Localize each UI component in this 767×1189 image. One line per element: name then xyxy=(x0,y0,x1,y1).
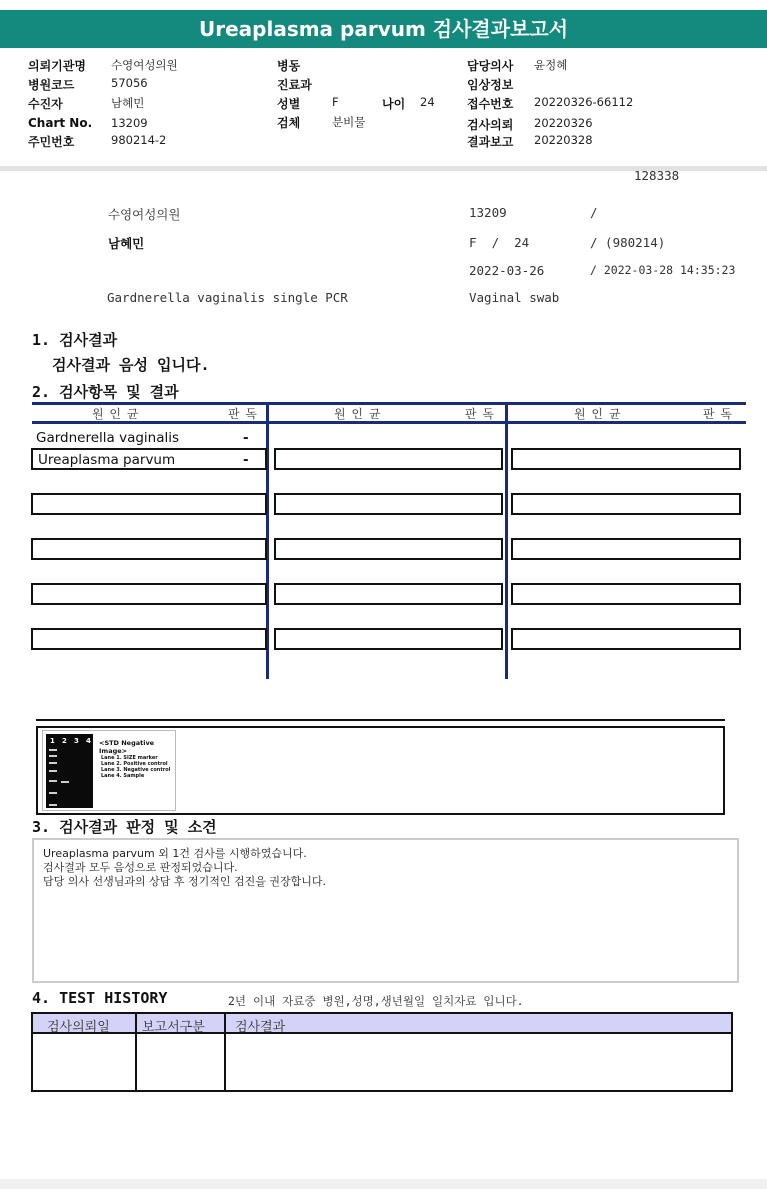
patient-label: 수진자 xyxy=(28,97,63,111)
info-slash: / xyxy=(590,205,598,220)
institution-label: 의뢰기관명 xyxy=(28,59,86,73)
result-cell xyxy=(274,583,503,605)
sex-value: F xyxy=(332,95,339,109)
age-label: 나이 xyxy=(382,97,406,111)
col-pathogen-1: 원 인 균 xyxy=(92,407,140,421)
sample-code: 128338 xyxy=(634,168,680,183)
info-sex-age: F / 24 xyxy=(469,235,530,250)
result-cell xyxy=(274,538,503,560)
result-pathogen: Ureaplasma parvum xyxy=(38,452,176,468)
request-date-label: 검사의뢰 xyxy=(467,118,514,132)
history-col-divider xyxy=(224,1014,226,1090)
ward-label: 병동 xyxy=(277,59,301,73)
chart-no-label: Chart No. xyxy=(28,116,93,130)
receipt-no-value: 20220326-66112 xyxy=(534,95,634,109)
gel-legend-line: Lane 3. Negative control xyxy=(101,767,171,773)
gel-legend-line: Lane 2. Positive control xyxy=(101,761,168,767)
department-label: 진료과 xyxy=(277,78,312,92)
clinical-info-label: 임상정보 xyxy=(467,78,514,92)
result-judgement: - xyxy=(243,430,249,446)
hospital-code-label: 병원코드 xyxy=(28,78,75,92)
test-history-table xyxy=(31,1012,733,1092)
page-bottom-band xyxy=(0,1179,767,1189)
lane-number: 1 xyxy=(50,737,55,745)
result-cell xyxy=(274,628,503,650)
receipt-no-label: 접수번호 xyxy=(467,97,514,111)
info-resident: / (980214) xyxy=(590,235,666,250)
sex-label: 성별 xyxy=(277,97,301,111)
section1-summary: 검사결과 음성 입니다. xyxy=(52,356,210,374)
col-pathogen-2: 원 인 균 xyxy=(334,407,382,421)
info-specimen: Vaginal swab xyxy=(469,290,560,305)
result-cell xyxy=(511,538,741,560)
doctor-value: 윤정혜 xyxy=(534,58,568,72)
history-header-row xyxy=(33,1014,731,1034)
col-judgement-1: 판 독 xyxy=(228,407,258,421)
opinion-box xyxy=(32,838,739,983)
section4-title: 4. TEST HISTORY xyxy=(32,989,168,1007)
image-panel-top-rule xyxy=(36,719,725,721)
report-date-label: 결과보고 xyxy=(467,135,514,149)
section1-title: 1. 검사결과 xyxy=(32,331,118,349)
result-cell xyxy=(511,628,741,650)
col-pathogen-3: 원 인 균 xyxy=(574,407,622,421)
result-cell xyxy=(511,583,741,605)
info-patient: 남혜민 xyxy=(108,236,145,251)
result-cell xyxy=(31,583,267,605)
gel-legend-line: Lane 1. SIZE marker xyxy=(101,755,158,761)
report-title-bar xyxy=(0,10,767,48)
history-col-result: 검사결과 xyxy=(235,1020,286,1035)
specimen-value: 분비물 xyxy=(332,115,366,129)
hospital-code-value: 57056 xyxy=(111,76,148,90)
chart-no-value: 13209 xyxy=(111,116,148,130)
col-judgement-3: 판 독 xyxy=(703,407,733,421)
section3-title: 3. 검사결과 판정 및 소견 xyxy=(32,818,217,836)
opinion-line: Ureaplasma parvum 외 1건 검사를 시행하였습니다. xyxy=(43,847,307,860)
specimen-label: 검체 xyxy=(277,116,301,130)
info-institution: 수영여성의원 xyxy=(108,207,181,222)
result-cell xyxy=(274,448,503,470)
age-value: 24 xyxy=(420,95,435,109)
gel-image-title: <STD Negative Image> xyxy=(99,739,155,755)
lane-number: 2 xyxy=(62,737,67,745)
institution-value: 수영여성의원 xyxy=(111,58,178,72)
report-title: Ureaplasma parvum 검사결과보고서 xyxy=(198,17,569,41)
info-chart-no: 13209 xyxy=(469,205,507,220)
history-col-divider xyxy=(135,1014,137,1090)
info-receipt-date: 2022-03-26 xyxy=(469,263,545,278)
report-date-value: 20220328 xyxy=(534,133,593,147)
history-col-report-type: 보고서구분 xyxy=(142,1020,205,1035)
request-date-value: 20220326 xyxy=(534,116,593,130)
lane-number: 4 xyxy=(86,737,91,745)
history-col-request-date: 검사의뢰일 xyxy=(47,1020,110,1035)
result-cell xyxy=(31,493,267,515)
result-pathogen: Gardnerella vaginalis xyxy=(36,430,180,446)
col-judgement-2: 판 독 xyxy=(465,407,495,421)
result-cell xyxy=(511,493,741,515)
doctor-label: 담당의사 xyxy=(467,59,514,73)
gel-image-thumbnail xyxy=(42,730,176,811)
gel-legend-line: Lane 4. Sample xyxy=(101,773,145,779)
opinion-line: 검사결과 모두 음성으로 판정되었습니다. xyxy=(43,861,238,874)
history-note: 2년 이내 자료중 병원,성명,생년월일 일치자료 입니다. xyxy=(228,994,524,1008)
info-report-datetime: / 2022-03-28 14:35:23 xyxy=(590,263,736,277)
section2-title: 2. 검사항목 및 결과 xyxy=(32,383,179,401)
result-cell xyxy=(31,628,267,650)
result-cell xyxy=(511,448,741,470)
result-cell xyxy=(274,493,503,515)
opinion-line: 담당 의사 선생님과의 상담 후 정기적인 검진을 권장합니다. xyxy=(43,875,326,888)
result-judgement: - xyxy=(243,452,249,468)
resident-no-label: 주민번호 xyxy=(28,135,75,149)
info-test-name: Gardnerella vaginalis single PCR xyxy=(107,290,348,305)
gel-electrophoresis-image xyxy=(46,734,93,808)
lane-number: 3 xyxy=(74,737,79,745)
result-cell xyxy=(31,538,267,560)
results-col-divider-2 xyxy=(505,402,508,679)
patient-value: 남혜민 xyxy=(111,96,145,110)
resident-no-value: 980214-2 xyxy=(111,133,167,147)
